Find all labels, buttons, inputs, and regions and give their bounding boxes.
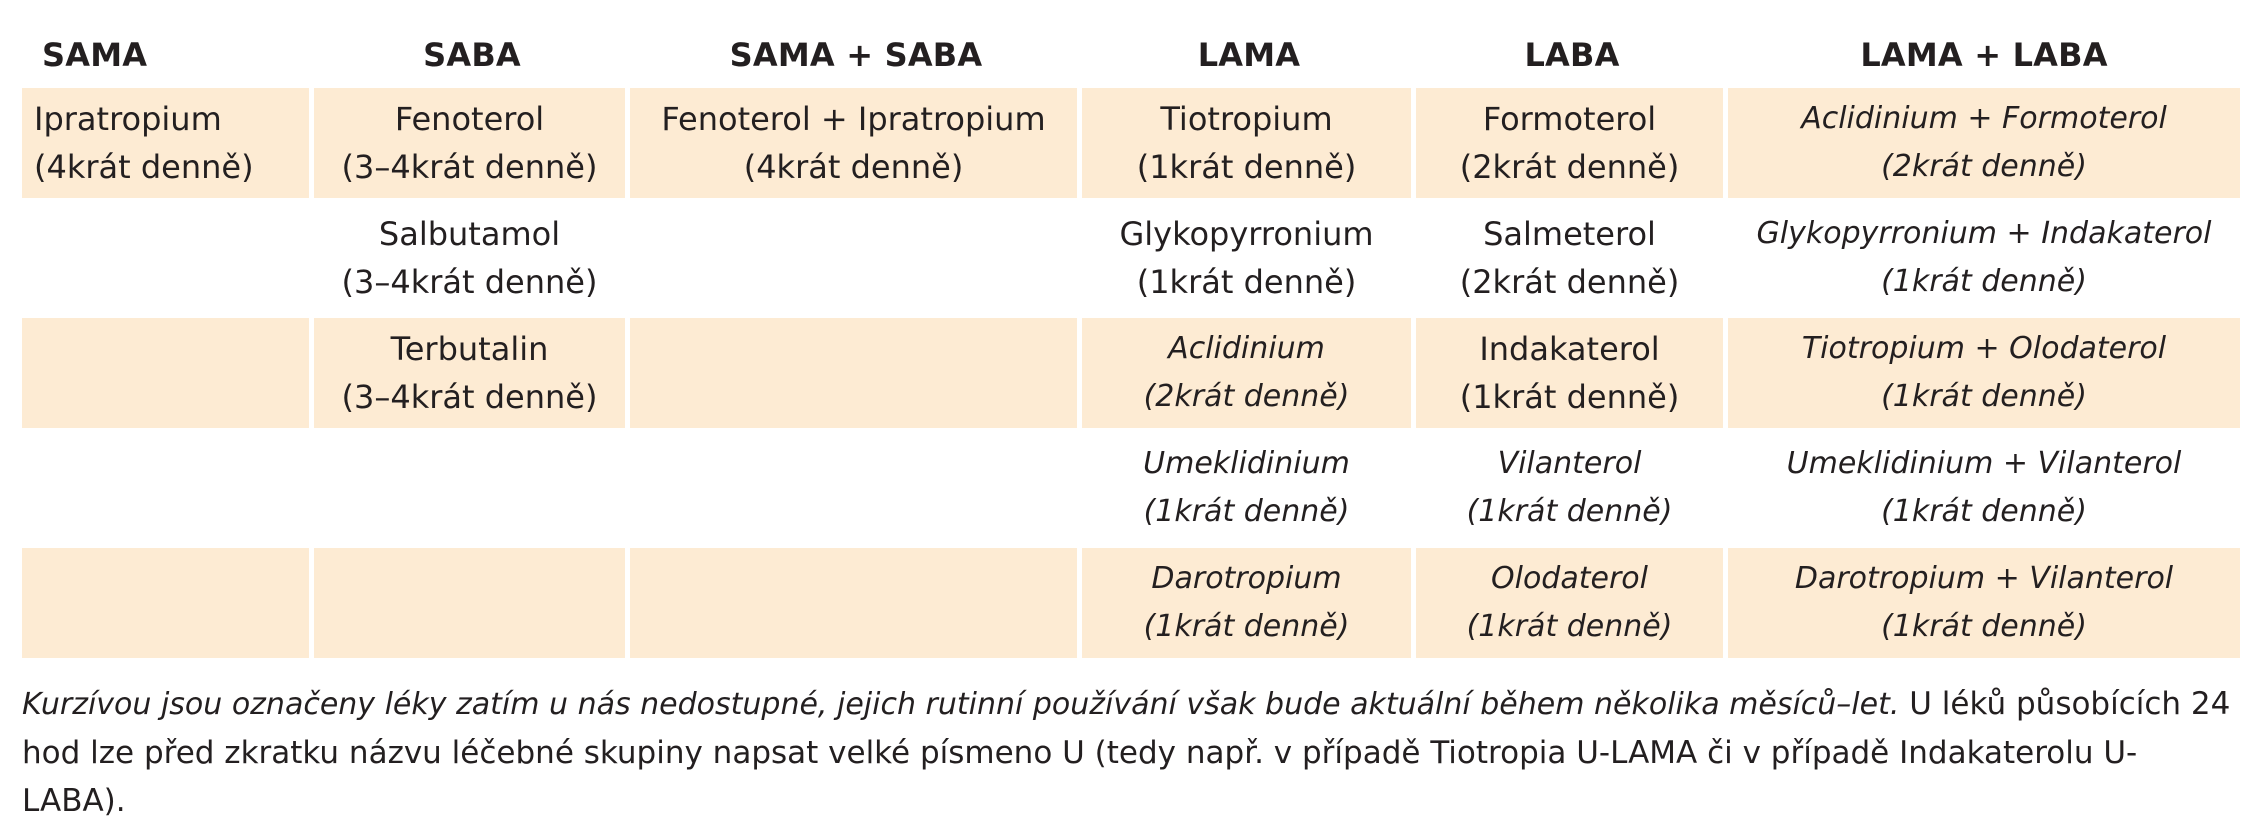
drug-name: Terbutalin [390,330,549,368]
drug-dose: (1krát denně) [1459,378,1680,416]
drug-name: Glykopyrronium + Indakaterol [1756,216,2212,251]
drug-dose: (3–4krát denně) [341,148,598,186]
header-laba: LABA [1524,36,1620,74]
drug-dose: (1krát denně) [1881,264,2087,299]
footnote-italic: Kurzívou jsou označeny léky zatím u nás nedostupné, jejich rutinní používání však bude aktuální během několika měsíců–let. [22,687,1900,722]
header-sama-saba: SAMA + SABA [729,36,983,74]
table-cell [314,203,630,318]
table-cell [1728,433,2240,548]
table-cell [630,433,1082,548]
table-cell [1728,88,2240,203]
table-cell [314,433,630,548]
drug-name: Olodaterol [1491,561,1648,596]
drug-name: Tiotropium + Olodaterol [1801,331,2167,366]
drug-name: Ipratropium [34,100,222,138]
drug-name: Darotropium + Vilanterol [1794,561,2174,596]
drug-dose: (2krát denně) [1459,263,1680,301]
drug-dose: (1krát denně) [1881,494,2087,529]
table-cell [1416,548,1728,663]
table-cell [22,318,314,433]
drug-dose: (3–4krát denně) [341,263,598,301]
drug-name: Umeklidinium [1143,446,1350,481]
drug-dose: (4krát denně) [34,148,254,186]
table-row [22,88,2240,203]
drug-dose: (1krát denně) [1143,494,1350,529]
table-cell [1416,433,1728,548]
drug-name: Aclidinium [1168,331,1325,366]
drug-dose: (1krát denně) [1466,494,1673,529]
drug-name: Fenoterol [394,100,545,138]
drug-dose: (3–4krát denně) [341,378,598,416]
drug-dose: (2krát denně) [1143,379,1350,414]
table-row [22,318,2240,433]
footnote [22,680,2240,825]
drug-name: Salmeterol [1483,215,1656,253]
table-cell [1728,203,2240,318]
table-cell [1416,88,1728,203]
table-row [22,203,2240,318]
table-row [22,548,2240,663]
drug-dose: (4krát denně) [743,148,964,186]
table-cell [1082,203,1416,318]
table-cell [630,88,1082,203]
table-cell [1082,88,1416,203]
header-lama-laba: LAMA + LABA [1860,36,2108,74]
header-row [22,22,2240,88]
footnote-regular: U léků působících 24 hod lze před zkratku názvu léčebné skupiny napsat velké písmeno U (tedy např. v případě Tiotropia U-LAMA či v případě Indakaterolu U-LABA). [22,686,2231,819]
table-row [22,433,2240,548]
table-cell [314,88,630,203]
table-cell [22,433,314,548]
drug-name: Formoterol [1482,100,1657,138]
drug-dose: (1krát denně) [1136,148,1357,186]
table-cell [1416,318,1728,433]
header-sama: SAMA [42,36,148,74]
table-cell [1728,318,2240,433]
table-cell [630,548,1082,663]
drug-name: Tiotropium [1160,100,1333,138]
table-cell [1728,548,2240,663]
drug-table-container [22,22,2240,663]
drug-name: Darotropium [1151,561,1342,596]
table-body [22,88,2240,663]
drug-dose: (2krát denně) [1881,149,2087,184]
table-cell [1082,318,1416,433]
table-cell [314,548,630,663]
table-cell [1082,548,1416,663]
drug-name: Indakaterol [1479,330,1660,368]
drug-name: Aclidinium + Formoterol [1801,101,2167,136]
drug-name: Vilanterol [1497,446,1642,481]
table-cell [314,318,630,433]
drug-name: Umeklidinium + Vilanterol [1786,446,2182,481]
table-cell [1416,203,1728,318]
drug-dose: (1krát denně) [1136,263,1357,301]
drug-dose: (2krát denně) [1459,148,1680,186]
table-cell [1082,433,1416,548]
drug-table [22,22,2240,663]
drug-name: Salbutamol [378,215,561,253]
header-saba: SABA [423,36,521,74]
table-cell [630,203,1082,318]
drug-dose: (1krát denně) [1143,609,1350,644]
table-cell [630,318,1082,433]
table-cell [22,548,314,663]
drug-dose: (1krát denně) [1881,379,2087,414]
drug-dose: (1krát denně) [1881,609,2087,644]
header-lama: LAMA [1197,36,1301,74]
table-cell [22,88,314,203]
drug-name: Glykopyrronium [1119,215,1374,253]
table-cell [22,203,314,318]
drug-name: Fenoterol + Ipratropium [661,100,1046,138]
drug-dose: (1krát denně) [1466,609,1673,644]
